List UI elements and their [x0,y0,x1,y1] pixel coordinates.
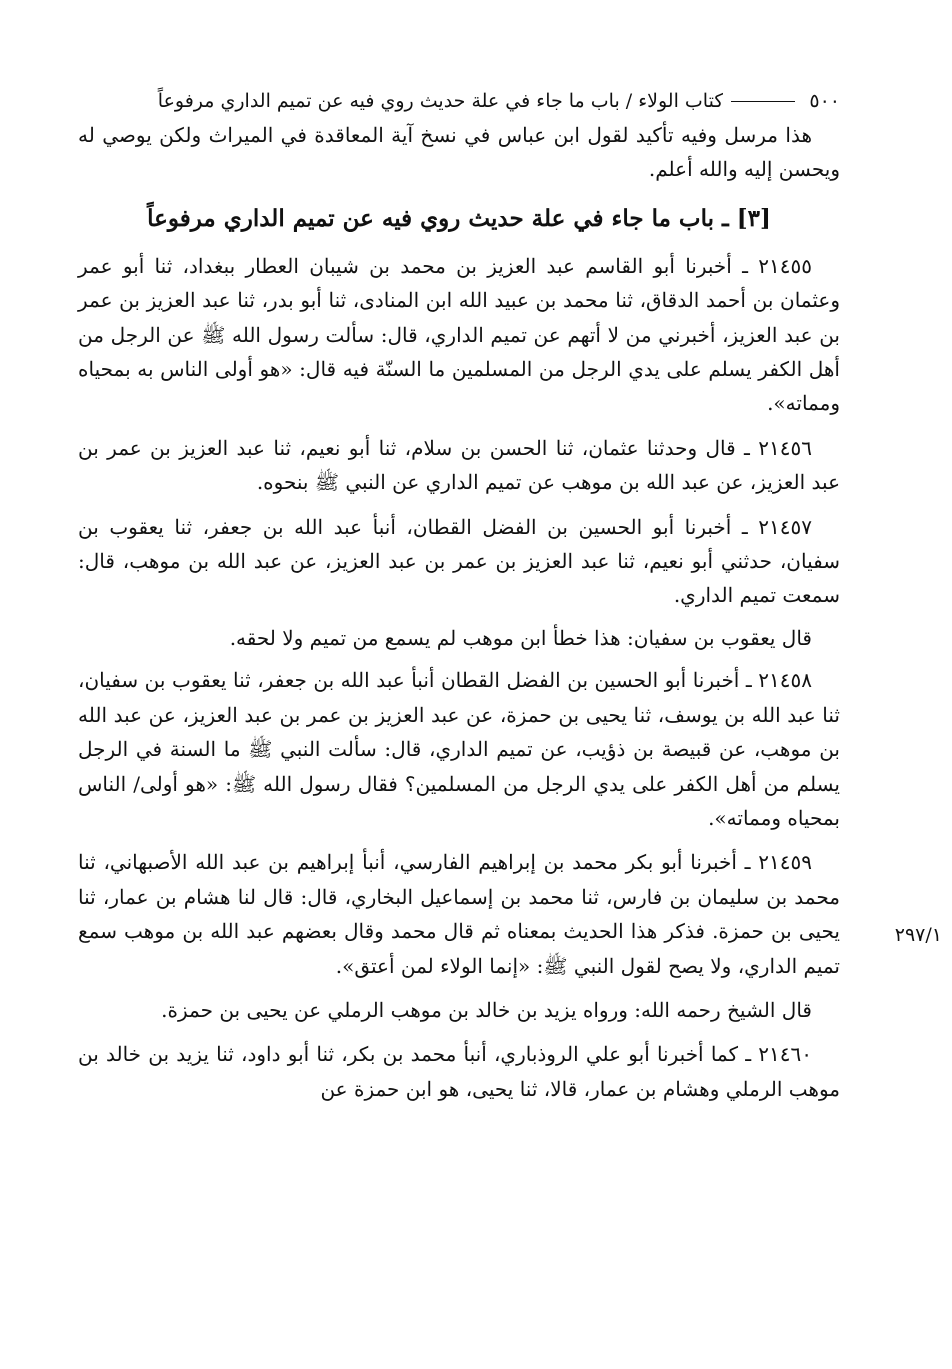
hadith-21455: ٢١٤٥٥ ـ أخبرنا أبو القاسم عبد العزيز بن محمد بن شيبان العطار ببغداد، ثنا أبو عمر وعثمان بن أحمد الدقاق، ثنا محمد بن عبيد الله ابن المنادى، ثنا أبو بدر، ثنا عبد العزيز بن عمر بن عبد العزيز، أخبرني من لا أتهم عن تميم الداري، قال: سألت رسول الله ﷺ عن الرجل من أهل الكفر يسلم على يدي الرجل من المسلمين ما السنّة فيه قال: «هو أولى الناس به بمحياه ومماته». [78,253,840,416]
commentary-shaykh: قال الشيخ رحمه الله: ورواه يزيد بن خالد بن موهب الرملي عن يحيى بن حمزة. [161,997,812,1022]
hadith-21456: ٢١٤٥٦ ـ قال وحدثنا عثمان، ثنا الحسن بن سلام، ثنا أبو نعيم، ثنا عبد العزيز بن عمر بن عبد العزيز، عن عبد الله بن موهب عن تميم الداري عن النبي ﷺ بنحوه. [78,435,840,495]
running-title: كتاب الولاء / باب ما جاء في علة حديث روي فيه عن تميم الداري مرفوعاً [157,90,724,112]
header-rule [731,101,795,102]
hadith-21458: ٢١٤٥٨ ـ أخبرنا أبو الحسين بن الفضل القطان أنبأ عبد الله بن جعفر، ثنا يعقوب بن سفيان، ثنا عبد الله بن يوسف، ثنا يحيى بن حمزة، عن عبد العزيز بن عمر بن عبد العزيز، عن عبد الله بن موهب، عن قبيصة بن ذؤيب، عن تميم الداري، قال: سألت النبي ﷺ ما السنة في الرجل يسلم من أهل الكفر على يدي الرجل من المسلمين؟ فقال رسول الله ﷺ: «هو أولى/ الناس بمحياه ومماته». [78,668,840,830]
hadith-21457: ٢١٤٥٧ ـ أخبرنا أبو الحسين بن الفضل القطان، أنبأ عبد الله بن جعفر، ثنا يعقوب بن سفيان، حدثني أبو نعيم، ثنا عبد العزيز بن عمر بن عبد العزيز، عن عبد الله بن موهب، قال: سمعت تميم الداري. [78,514,840,608]
running-head [78,84,840,118]
body-text [78,118,840,1106]
margin-note: ٢٩٧/١ [894,924,942,946]
intro-paragraph: هذا مرسل وفيه تأكيد لقول ابن عباس في نسخ آية المعاقدة في الميراث ولكن يوصي له ويحسن إليه والله أعلم. [78,123,840,182]
chapter-heading: [٣] ـ باب ما جاء في علة حديث روي فيه عن تميم الداري مرفوعاً [147,204,771,232]
hadith-21460: ٢١٤٦٠ ـ كما أخبرنا أبو علي الروذباري، أنبأ محمد بن بكر، ثنا أبو داود، ثنا يزيد بن خالد بن موهب الرملي وهشام بن عمار، قالا، ثنا يحيى، هو ابن حمزة عن [78,1042,840,1101]
page-number: ٥٠٠ [809,90,840,112]
commentary-yaqub: قال يعقوب بن سفيان: هذا خطأ ابن موهب لم يسمع من تميم ولا لحقه. [229,625,812,650]
page [78,84,840,1106]
hadith-21459: ٢١٤٥٩ ـ أخبرنا أبو بكر محمد بن إبراهيم الفارسي، أنبأ إبراهيم بن عبد الله الأصبهاني، ثنا محمد بن سليمان بن فارس، ثنا محمد بن إسماعيل البخاري، قال: قال لنا هشام بن عمار، ثنا يحيى بن حمزة. فذكر هذا الحديث بمعناه ثم قال محمد وقال بعضهم عبد الله بن موهب سمع تميم الداري، ولا يصح لقول النبي ﷺ: «إنما الولاء لمن أعتق». [78,850,840,978]
